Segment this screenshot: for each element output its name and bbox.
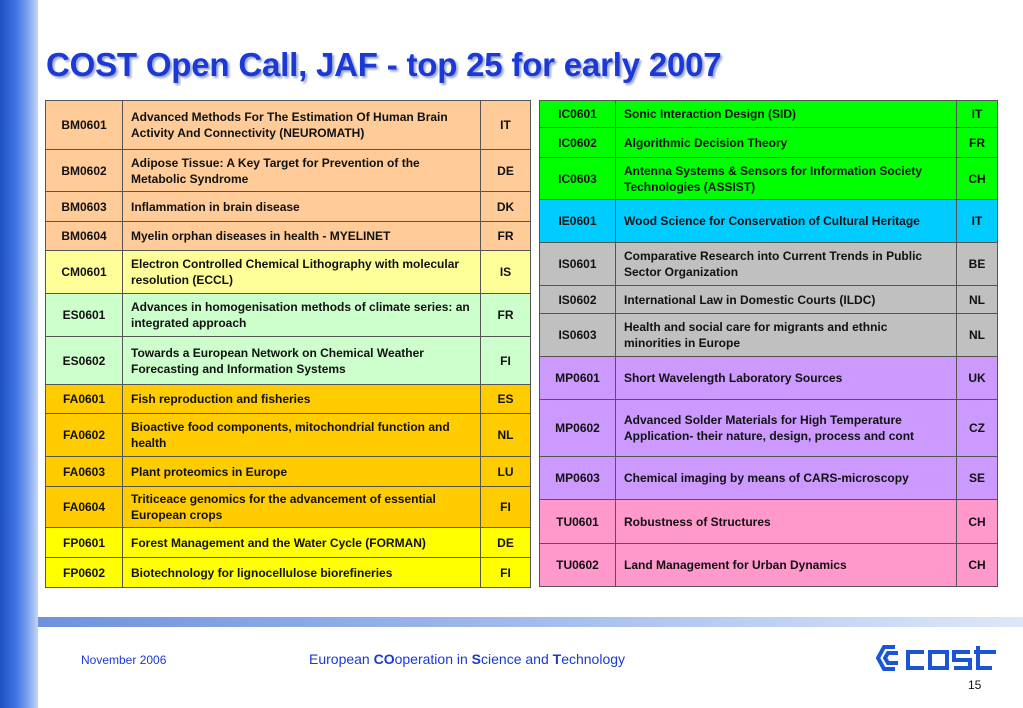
action-code: FP0601 bbox=[46, 528, 123, 558]
table-row bbox=[540, 158, 998, 200]
action-title: Wood Science for Conservation of Cultural Heritage bbox=[616, 200, 957, 243]
country-code: NL bbox=[957, 314, 998, 357]
tagline-part: operation in bbox=[394, 651, 472, 667]
action-title: Advanced Methods For The Estimation Of Human Brain Activity And Connectivity (NEUROMATH) bbox=[123, 101, 481, 150]
action-code: ES0601 bbox=[46, 294, 123, 337]
table-row bbox=[46, 487, 531, 528]
table-row bbox=[540, 314, 998, 357]
country-code: FI bbox=[481, 558, 531, 588]
actions-table-right bbox=[539, 100, 998, 587]
action-title: Robustness of Structures bbox=[616, 500, 957, 544]
country-code: IT bbox=[957, 101, 998, 128]
action-title: Bioactive food components, mitochondrial function and health bbox=[123, 414, 481, 457]
table-row bbox=[540, 544, 998, 587]
logo-bracket-shape bbox=[885, 653, 898, 663]
action-title: Biotechnology for lignocellulose biorefineries bbox=[123, 558, 481, 588]
country-code: FR bbox=[957, 128, 998, 158]
action-title: International Law in Domestic Courts (ILDC) bbox=[616, 286, 957, 314]
logo-letter-shape bbox=[908, 652, 924, 668]
country-code: CH bbox=[957, 500, 998, 544]
logo-letter-shape bbox=[978, 646, 992, 668]
tagline-part: European bbox=[309, 651, 374, 667]
table-row bbox=[46, 101, 531, 150]
tagline-part: cience and bbox=[481, 651, 553, 667]
country-code: UK bbox=[957, 357, 998, 400]
action-code: TU0601 bbox=[540, 500, 616, 544]
action-title: Advances in homogenisation methods of climate series: an integrated approach bbox=[123, 294, 481, 337]
tagline-initial: S bbox=[471, 651, 482, 667]
table-row bbox=[540, 457, 998, 500]
country-code: IT bbox=[957, 200, 998, 243]
action-title: Plant proteomics in Europe bbox=[123, 457, 481, 487]
action-code: BM0601 bbox=[46, 101, 123, 150]
action-code: BM0604 bbox=[46, 222, 123, 251]
table-row bbox=[540, 243, 998, 286]
table-row bbox=[540, 286, 998, 314]
action-code: CM0601 bbox=[46, 251, 123, 294]
table-row bbox=[540, 101, 998, 128]
action-code: IC0603 bbox=[540, 158, 616, 200]
action-title: Fish reproduction and fisheries bbox=[123, 385, 481, 414]
slide-title: COST Open Call, JAF - top 25 for early 2007 bbox=[46, 46, 722, 83]
footer-date: November 2006 bbox=[81, 653, 167, 667]
table-row bbox=[540, 500, 998, 544]
tagline-initial: T bbox=[552, 651, 562, 667]
country-code: IS bbox=[481, 251, 531, 294]
table-row bbox=[540, 357, 998, 400]
action-title: Triticeace genomics for the advancement of essential European crops bbox=[123, 487, 481, 528]
action-code: IS0602 bbox=[540, 286, 616, 314]
action-title: Adipose Tissue: A Key Target for Prevention of the Metabolic Syndrome bbox=[123, 150, 481, 192]
action-code: BM0602 bbox=[46, 150, 123, 192]
action-code: FA0603 bbox=[46, 457, 123, 487]
action-code: IC0602 bbox=[540, 128, 616, 158]
country-code: CH bbox=[957, 158, 998, 200]
logo-letter-shape bbox=[930, 652, 947, 668]
action-title: Land Management for Urban Dynamics bbox=[616, 544, 957, 587]
left-accent-bar bbox=[0, 0, 38, 708]
page-number: 15 bbox=[968, 678, 982, 692]
action-code: FA0601 bbox=[46, 385, 123, 414]
action-code: IS0601 bbox=[540, 243, 616, 286]
actions-table-left bbox=[45, 100, 531, 588]
action-code: FA0602 bbox=[46, 414, 123, 457]
table-row bbox=[540, 400, 998, 457]
action-title: Short Wavelength Laboratory Sources bbox=[616, 357, 957, 400]
action-code: ES0602 bbox=[46, 337, 123, 385]
action-title: Forest Management and the Water Cycle (FORMAN) bbox=[123, 528, 481, 558]
country-code: ES bbox=[481, 385, 531, 414]
action-code: BM0603 bbox=[46, 192, 123, 222]
country-code: FI bbox=[481, 337, 531, 385]
action-code: MP0602 bbox=[540, 400, 616, 457]
action-code: MP0603 bbox=[540, 457, 616, 500]
action-code: FA0604 bbox=[46, 487, 123, 528]
table-row bbox=[46, 294, 531, 337]
table-row bbox=[46, 414, 531, 457]
country-code: NL bbox=[957, 286, 998, 314]
action-title: Sonic Interaction Design (SID) bbox=[616, 101, 957, 128]
cost-logo bbox=[876, 644, 1004, 672]
action-title: Inflammation in brain disease bbox=[123, 192, 481, 222]
table-row bbox=[46, 192, 531, 222]
action-code: TU0602 bbox=[540, 544, 616, 587]
table-row bbox=[46, 337, 531, 385]
table-row bbox=[46, 457, 531, 487]
action-title: Towards a European Network on Chemical Weather Forecasting and Information Systems bbox=[123, 337, 481, 385]
action-title: Antenna Systems & Sensors for Information Society Technologies (ASSIST) bbox=[616, 158, 957, 200]
action-title: Algorithmic Decision Theory bbox=[616, 128, 957, 158]
table-row bbox=[46, 222, 531, 251]
table-row bbox=[46, 558, 531, 588]
action-code: IS0603 bbox=[540, 314, 616, 357]
table-row bbox=[540, 128, 998, 158]
action-code: FP0602 bbox=[46, 558, 123, 588]
country-code: BE bbox=[957, 243, 998, 286]
logo-letter-shape bbox=[954, 652, 970, 668]
table-row bbox=[46, 385, 531, 414]
country-code: DK bbox=[481, 192, 531, 222]
country-code: NL bbox=[481, 414, 531, 457]
table-row bbox=[46, 528, 531, 558]
country-code: IT bbox=[481, 101, 531, 150]
action-title: Health and social care for migrants and ethnic minorities in Europe bbox=[616, 314, 957, 357]
table-row bbox=[46, 150, 531, 192]
country-code: FR bbox=[481, 222, 531, 251]
action-code: IC0601 bbox=[540, 101, 616, 128]
footer-divider-bar bbox=[38, 617, 1023, 627]
country-code: DE bbox=[481, 528, 531, 558]
action-title: Myelin orphan diseases in health - MYELINET bbox=[123, 222, 481, 251]
country-code: SE bbox=[957, 457, 998, 500]
table-row bbox=[46, 251, 531, 294]
country-code: FR bbox=[481, 294, 531, 337]
country-code: DE bbox=[481, 150, 531, 192]
country-code: CZ bbox=[957, 400, 998, 457]
action-title: Electron Controlled Chemical Lithography with molecular resolution (ECCL) bbox=[123, 251, 481, 294]
country-code: LU bbox=[481, 457, 531, 487]
action-title: Chemical imaging by means of CARS-microscopy bbox=[616, 457, 957, 500]
action-code: IE0601 bbox=[540, 200, 616, 243]
tagline-part: echnology bbox=[561, 651, 626, 667]
tagline-initial: CO bbox=[373, 651, 395, 667]
action-title: Comparative Research into Current Trends in Public Sector Organization bbox=[616, 243, 957, 286]
action-code: MP0601 bbox=[540, 357, 616, 400]
action-title: Advanced Solder Materials for High Temperature Application- their nature, design, process and cont bbox=[616, 400, 957, 457]
table-row bbox=[540, 200, 998, 243]
footer-tagline bbox=[309, 651, 625, 667]
country-code: CH bbox=[957, 544, 998, 587]
country-code: FI bbox=[481, 487, 531, 528]
